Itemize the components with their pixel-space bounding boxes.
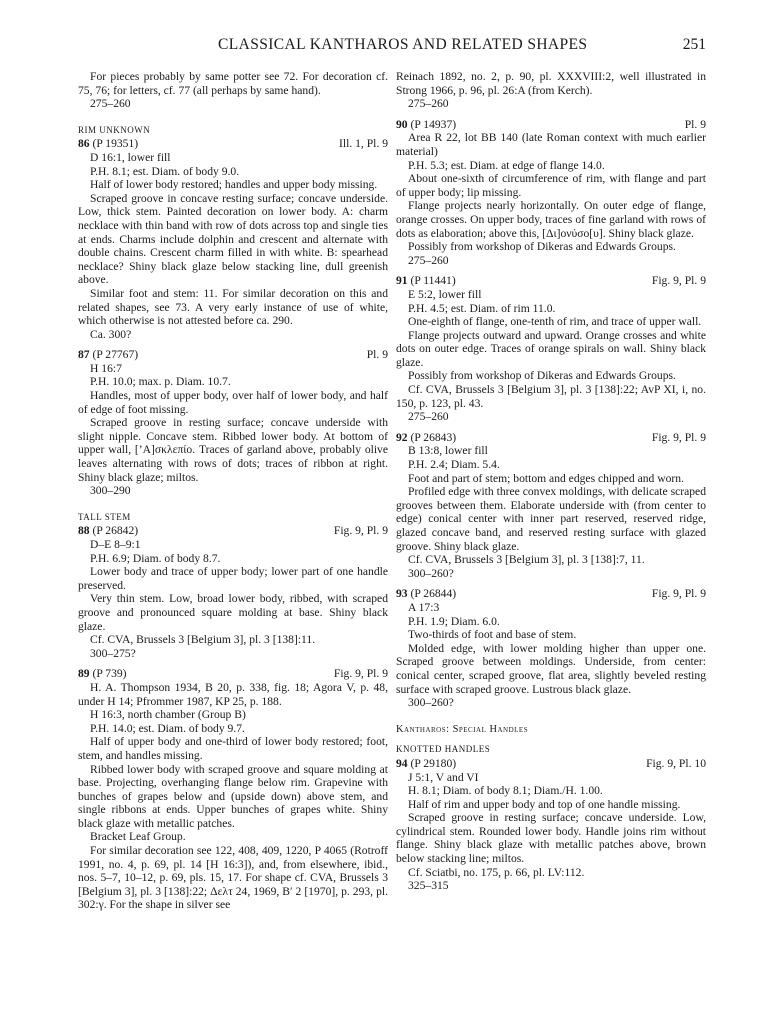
catalogue-entry-88 [78,524,388,660]
entry-number: 91 [396,274,408,288]
entry-number: 90 [396,117,408,131]
section-heading-special-handles: Kantharos: Special Handles [396,723,529,735]
catalogue-entry-90 [396,118,706,268]
entry-comparanda: Cf. CVA, Brussels 3 [Belgium 3], pl. 3 [138]:22; AvP XI, i, no. 150, p. 123, pl. 43. [396,383,706,410]
continued-text: Reinach 1892, no. 2, p. 90, pl. XXXVIII:2, well illustrated in Strong 1966, p. 96, pl. 26:A (from Kerch). [396,70,706,97]
subsection-heading-knotted-handles: KNOTTED HANDLES [396,744,491,755]
entry-deposit: E 5:2, lower fill [408,287,482,301]
entry-comparanda: Cf. Sciatbi, no. 175, p. 66, pl. LV:112. [408,865,585,879]
entry-number: 93 [396,587,408,601]
entry-heading [396,274,706,288]
entry-number: 86 [78,137,90,151]
entry-deposit: D–E 8–9:1 [90,538,141,551]
entry-number: 92 [396,430,408,444]
entry-dimensions: P.H. 14.0; est. Diam. of body 9.7. [90,721,245,735]
inventory-number: (P 27767) [92,348,139,362]
entry-attribution: Possibly from workshop of Dikeras and Edwards Groups. [408,240,676,254]
entry-comparanda: Similar foot and stem: 11. For similar decoration on this and related shapes, see 73. A very early instance of use of white, which otherwise is not attested before ca. 290. [78,286,388,328]
page-header [78,36,706,58]
entry-deposit: B 13:8, lower fill [408,444,488,458]
figure-reference: Pl. 9 [366,348,388,362]
left-column [78,70,388,912]
entry-condition: Half of lower body restored; handles and upper body missing. [90,178,378,192]
figure-reference: Ill. 1, Pl. 9 [339,137,388,151]
entry-condition: Lower body and trace of upper body; lower part of one handle preserved. [78,565,388,592]
entry-bibliography: H. A. Thompson 1934, B 20, p. 338, fig. 18; Agora V, p. 48, under H 14; Pfrommer 1987, KP 25, p. 188. [78,680,388,708]
entry-date: 300–260? [408,566,454,580]
section-heading-tall-stem: TALL STEM [78,511,131,522]
entry-condition: About one-sixth of circumference of rim, with flange and part of upper body; lip missing. [396,172,706,199]
entry-dimensions: P.H. 6.9; Diam. of body 8.7. [90,551,221,565]
inventory-number: (P 739) [92,667,127,681]
entry-number: 88 [78,524,90,538]
entry-condition: One-eighth of flange, one-tenth of rim, and trace of upper wall. [408,315,702,329]
entry-deposit: Area R 22, lot BB 140 (late Roman context with much earlier material) [396,131,706,158]
figure-reference: Fig. 9, Pl. 9 [333,667,388,681]
entry-description: Scraped groove in concave resting surface; concave underside. Low, thick stem. Painted decoration on lower body. A: charm necklace with thin band with row of dots across top and single ties at ends. Charms include dolphin and crescent and alternate with double chains. Crescent charm filled in with white. B: spearhead necklace? Shiny black glaze below stacking line, dull greenish above. [78,191,388,287]
entry-description: Flange projects outward and upward. Orange crosses and white dots on outer edge. Traces of orange spirals on wall. Shiny black glaze. [396,328,706,369]
entry-dimensions: P.H. 2.4; Diam. 5.4. [408,458,500,472]
entry-condition: Two-thirds of foot and base of stem. [408,628,577,642]
entry-deposit: J 5:1, V and VI [408,770,479,784]
entry-description: Profiled edge with three convex moldings, with delicate scraped grooves between them. Elaborate underside with (from center to edge) conical center with inner part reserved, reserved ridge, glazed concave band, and reserved resting surface with glazed groove. Shiny black glaze. [396,485,706,553]
figure-reference: Fig. 9, Pl. 9 [651,430,706,444]
inventory-number: (P 29180) [410,756,457,770]
catalogue-entry-94 [396,757,706,893]
entry-dimensions: H. 8.1; Diam. of body 8.1; Diam./H. 1.00. [408,784,603,798]
section-heading-rim-unknown: RIM UNKNOWN [78,124,151,135]
figure-reference: Fig. 9, Pl. 9 [333,524,388,538]
entry-dimensions: P.H. 1.9; Diam. 6.0. [408,614,500,628]
entry-dimensions: P.H. 5.3; est. Diam. at edge of flange 14.0. [408,158,605,172]
entry-number: 94 [396,756,408,770]
entry-date: Ca. 300? [90,327,132,341]
entry-dimensions: P.H. 10.0; max. p. Diam. 10.7. [90,375,231,389]
catalogue-entry-86 [78,137,388,341]
entry-comparanda: Cf. CVA, Brussels 3 [Belgium 3], pl. 3 [138]:7, 11. [408,553,645,567]
entry-comparanda: For similar decoration see 122, 408, 409, 1220, P 4065 (Rotroff 1991, no. 4, p. 69, pl. 14 [H 16:3]), and, from elsewhere, ibid., nos. 5–7, 10–12, p. 69, pls. 15, 17. For shape cf. CVA, Brussels 3 [Belgium 3], pl. 3 [138]:22; Δελτ 24, 1969, Β′ 2 [1970], p. 293, pl. 302:γ. For the shape in silver see [78,844,388,912]
inventory-number: (P 11441) [410,274,456,288]
entry-attribution: Possibly from workshop of Dikeras and Edwards Groups. [408,369,676,383]
catalogue-entry-89 [78,667,388,912]
page-number: 251 [682,36,706,53]
entry-comparanda: Cf. CVA, Brussels 3 [Belgium 3], pl. 3 [138]:11. [90,633,316,647]
entry-date: 300–290 [90,484,131,498]
inventory-number: (P 19351) [92,137,139,151]
entry-dimensions: P.H. 8.1; est. Diam. of body 9.0. [90,164,240,178]
figure-reference: Fig. 9, Pl. 9 [651,274,706,288]
entry-description: Scraped groove in resting surface; concave underside. Low, cylindrical stem. Rounded lower body. Handle joins rim without flange. Shiny black glaze with metallic patches above, brown below stacking line; miltos. [396,811,706,866]
inventory-number: (P 26842) [92,524,139,538]
entry-dimensions: P.H. 4.5; est. Diam. of rim 11.0. [408,301,556,315]
entry-heading [396,587,706,601]
entry-condition: Half of upper body and one-third of lower body restored; foot, stem, and handles missing. [78,735,388,762]
catalogue-entry-92 [396,431,706,581]
entry-deposit: H 16:7 [90,361,122,375]
catalogue-entry-87 [78,348,388,498]
entry-deposit: D 16:1, lower fill [90,150,171,164]
entry-description: Molded edge, with lower molding higher than upper one. Scraped groove between moldings. Underside, from center: conical center, scraped groove, flat area, slightly beveled resting surface with scraped groove. Lustrous black glaze. [396,641,706,696]
entry-description: Scraped groove in resting surface; concave underside with slight nipple. Concave stem. Ribbed lower body. At bottom of upper wall, [’Α]σκλεπίο. Traces of garland above, probably olive leaves alternating with rows of dots; traces of ribbon at right. Shiny black glaze; miltos. [78,416,388,484]
entry-date: 300–260? [408,696,454,710]
entry-number: 87 [78,348,90,362]
entry-condition: Half of rim and upper body and top of one handle missing. [408,797,681,811]
entry-heading [396,757,706,771]
right-column [396,70,706,893]
entry-heading [78,667,388,681]
entry-description: Ribbed lower body with scraped groove and square molding at base. Projecting, overhanging flange below rim. Grapevine with bunches of grapes below and (upside down) above stem, and single ribbons at ends. Upper bunches of grapes white. Shiny black glaze with metallic patches. [78,762,388,830]
entry-number: 89 [78,667,90,681]
catalogue-entry-91 [396,274,706,424]
figure-reference: Fig. 9, Pl. 9 [651,587,706,601]
entry-heading [78,137,388,151]
entry-description: Very thin stem. Low, broad lower body, ribbed, with scraped groove and pronounced square molding at base. Shiny black glaze. [78,592,388,633]
entry-deposit: A 17:3 [408,600,440,614]
inventory-number: (P 26843) [410,430,457,444]
entry-condition: Handles, most of upper body, over half of lower body, and half of edge of foot missing. [78,389,388,416]
intro-text: For pieces probably by same potter see 72. For decoration cf. 75, 76; for letters, cf. 77 (all perhaps by same hand). [78,70,388,97]
entry-description: Flange projects nearly horizontally. On outer edge of flange, orange crosses. On upper body, traces of fine garland with rows of dots as elaboration; above this, [Δι]ονύσο[υ]. Shiny black glaze. [396,199,706,240]
entry-date: 300–275? [90,646,136,660]
figure-reference: Pl. 9 [684,117,706,131]
entry-date: 325–315 [408,879,449,893]
intro-date: 275–260 [90,97,131,111]
entry-attribution: Bracket Leaf Group. [90,830,186,844]
inventory-number: (P 26844) [410,587,457,601]
continued-date: 275–260 [408,97,449,111]
entry-date: 275–260 [408,410,449,424]
entry-date: 275–260 [408,253,449,267]
figure-reference: Fig. 9, Pl. 10 [646,756,706,770]
entry-deposit: H 16:3, north chamber (Group B) [90,708,246,722]
entry-condition: Foot and part of stem; bottom and edges chipped and worn. [408,471,684,485]
entry-heading [78,524,388,538]
entry-heading [396,118,706,132]
running-title: CLASSICAL KANTHAROS AND RELATED SHAPES [218,36,588,53]
inventory-number: (P 14937) [410,117,457,131]
entry-heading [396,431,706,445]
entry-heading [78,348,388,362]
catalogue-entry-93 [396,587,706,709]
